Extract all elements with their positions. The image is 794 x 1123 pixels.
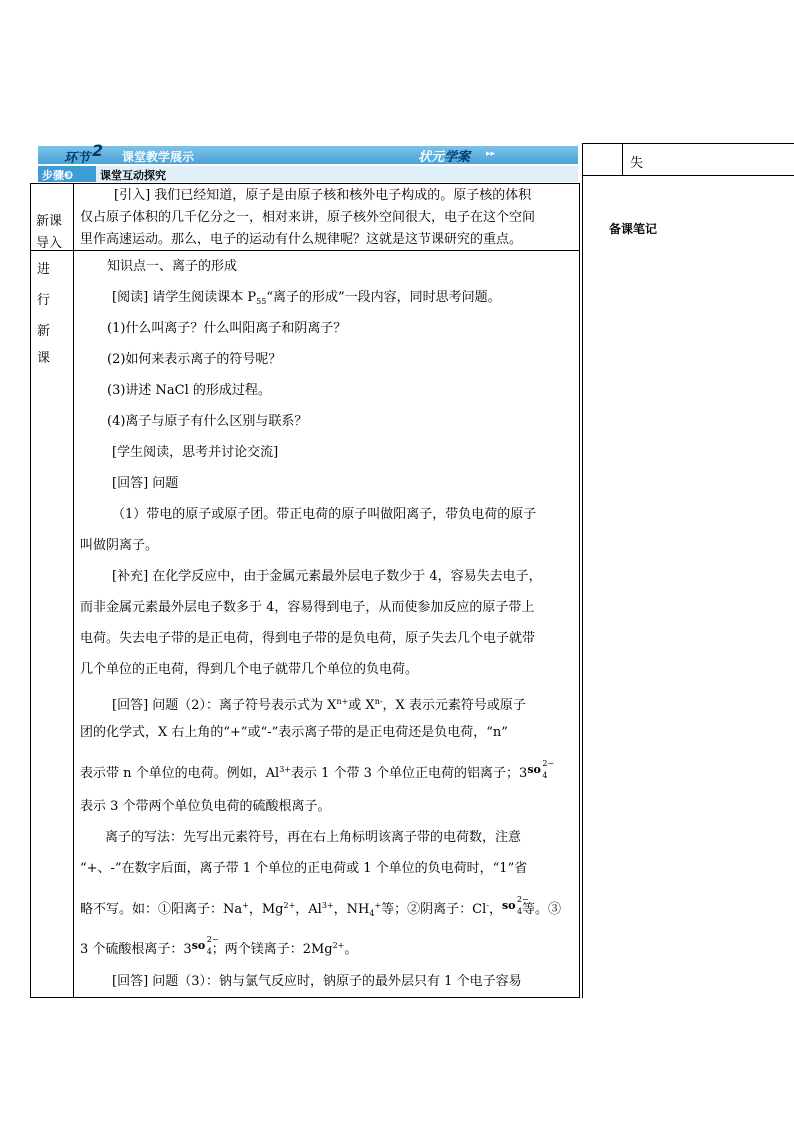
side-table-left [582,143,583,998]
question-1: (1)什么叫离子？什么叫阳离子和阴离子？ [107,321,347,336]
reading-line: [阅读] 请学生阅读课本 $P_{55}“$离子的形成”一段内容，同时思考问题。 [112,290,501,306]
table-right-border [579,183,580,998]
question-3: (3)讲述 NaCl 的形成过程。 [107,383,271,398]
writing-rule-line-1: 离子的写法：先写出元素符号，再在右上角标明该离子带的电荷数，注意 [105,830,522,845]
step-title: 课堂互动探究 [100,169,166,182]
intro-label-1: 新课 [36,214,63,229]
sulfate-formula: so 2− 4 [501,895,529,916]
table-left-border [30,183,31,998]
sulfate-formula: so 2− 4 [527,759,555,780]
brand-part2: 学案 [444,150,471,165]
writing-rule-line-2: “+、-”在数字后面，离子带 1 个单位的正电荷或 1 个单位的负电荷时，“1”省 [80,861,528,876]
lesson-label-4: 课 [37,351,51,366]
supplement-line-3: 电荷。失去电子带的是正电荷，得到电子带的是负电荷，原子失去几个电子就带 [80,631,536,646]
intro-line-1: [引入] 我们已经知道，原子是由原子核和核外电子构成的。原子核的体积 [114,188,532,203]
answer-1-line-2: 叫做阴离子。 [80,538,159,553]
sulfate-formula: so 2− 4 [191,935,219,956]
side-table-divider [622,143,623,176]
side-table-row [582,175,794,176]
writing-rule-line-4: 3 个硫酸根离子：3 so 2− 4 ；两个镁离子：$2Mg^{2+}$。 [80,935,358,957]
student-activity: [学生阅读，思考并讨论交流] [112,445,279,460]
double-arrow-icon: ▸▸ [486,149,496,159]
table-row-divider [30,250,580,251]
intro-line-3: 里作高速运动。那么，电子的运动有什么规律呢？这就是这节课研究的重点。 [80,232,523,247]
lesson-label-2: 行 [37,293,51,308]
section-banner [38,146,578,164]
step-label: 步骤❸ [42,169,74,182]
table-bottom-border [30,997,580,998]
question-2: (2)如何来表示离子的符号呢？ [107,352,282,367]
table-top-border [30,183,580,184]
lesson-label-3: 新 [37,324,51,339]
brand-part1: 状元 [418,150,445,165]
answer-3-line-1: [回答] 问题（3）：钠与氯气反应时，钠原子的最外层只有 1 个电子容易 [112,974,522,989]
supplement-line-2: 而非金属元素最外层电子数多于 4，容易得到电子，从而使参加反应的原子带上 [80,600,535,615]
answer-2-line-3: 表示带 n 个单位的电荷。例如，$Al^{3+}$表示 1 个带 3 个单位正电荷的铝离子；3 so 2− 4 [80,759,555,781]
knowledge-point-title: 知识点一、离子的形成 [107,259,238,274]
side-table-top [582,143,794,144]
answer-heading: [回答] 问题 [112,476,179,491]
notes-title: 备课笔记 [609,222,658,236]
table-column-divider [73,183,74,998]
answer-2-line-2: 团的化学式，X 右上角的“+”或“-”表示离子带的是正电荷还是负电荷，“n” [80,725,508,740]
segment-label: 环节 [64,151,91,166]
side-cell-text: 失 [630,156,644,171]
segment-number: 2 [92,141,104,160]
writing-rule-line-3: 略不写。如：①阳离子：Na+，$Mg^{2+}$，$Al^{3+}$，$NH_4^+$等；②阴离子：Cl-， so 2− 4 等。③ [80,895,561,918]
answer-2-line-1: [回答] 问题（2）：离子符号表示式为 $X^{n+}$或 $X^{n-}$，X 表示元素符号或原子 [112,697,526,713]
lesson-label-1: 进 [37,262,51,277]
intro-label-2: 导入 [36,236,63,251]
brand-logo [418,146,470,165]
supplement-line-4: 几个单位的正电荷，得到几个电子就带几个单位的负电荷。 [80,662,419,677]
question-4: (4)离子与原子有什么区别与联系？ [107,414,308,429]
answer-1-line-1: （1）带电的原子或原子团。带正电荷的原子叫做阳离子，带负电荷的原子 [112,507,537,522]
supplement-line-1: [补充] 在化学反应中，由于金属元素最外层电子数少于 4，容易失去电子， [112,569,542,584]
answer-2-line-4: 表示 3 个带两个单位负电荷的硫酸根离子。 [80,799,331,814]
intro-line-2: 仅占原子体积的几千亿分之一，相对来讲，原子核外空间很大，电子在这个空间 [80,210,536,225]
segment-title: 课堂教学展示 [122,150,195,164]
